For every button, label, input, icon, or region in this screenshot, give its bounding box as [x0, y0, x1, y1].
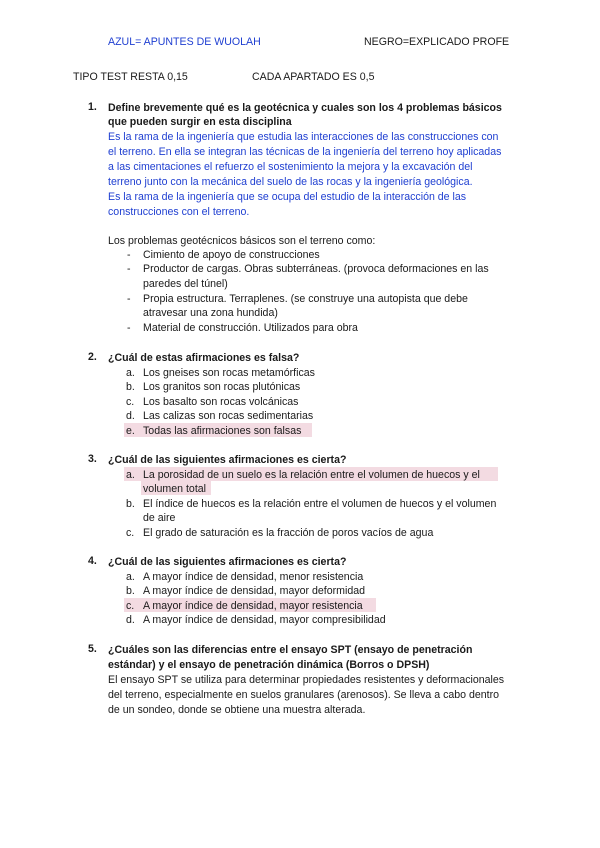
q3-option-a-line1: La porosidad de un suelo es la relación entre el volumen de huecos y el — [143, 469, 480, 481]
q2-option-a: Los gneises son rocas metamórficas — [143, 367, 315, 379]
legend-black: NEGRO=EXPLICADO PROFE — [364, 36, 510, 48]
q4-option-letter: c. — [126, 600, 135, 612]
q1-number: 1. — [88, 101, 97, 113]
q1-intro: Los problemas geotécnicos básicos son el terreno como: — [108, 235, 376, 247]
q1-answer-line1: Es la rama de la ingeniería que estudia las interacciones de las construcciones con — [108, 131, 499, 143]
bullet-marker: - — [127, 293, 131, 305]
test-info: TIPO TEST RESTA 0,15 — [73, 71, 188, 83]
q1-answer-line2: el terreno. En ella se integran las técnicas de la ingeniería del terreno hoy aplicadas — [108, 146, 502, 158]
q2-option-letter: c. — [126, 396, 135, 408]
q2-title: ¿Cuál de estas afirmaciones es falsa? — [108, 352, 300, 364]
q2-option-letter: b. — [126, 381, 135, 393]
q4-option-d: A mayor índice de densidad, mayor compresibilidad — [143, 614, 386, 626]
q1-answer-line5: Es la rama de la ingeniería que se ocupa del estudio de la interacción de las — [108, 191, 467, 203]
q2-option-e: Todas las afirmaciones son falsas — [143, 425, 302, 437]
q1-bullet-2-line2: paredes del túnel) — [143, 278, 228, 290]
q4-option-letter: a. — [126, 571, 135, 583]
q4-option-letter: d. — [126, 614, 135, 626]
legend-blue: AZUL= APUNTES DE WUOLAH — [108, 36, 261, 48]
q1-answer-line4: terreno junto con la mecánica del suelo de las rocas y la ingeniería geológica. — [108, 176, 473, 188]
q5-answer-line2: del terreno, especialmente en suelos granulares (arenosos). Se lleva a cabo dentro — [108, 689, 500, 701]
section-info: CADA APARTADO ES 0,5 — [252, 71, 375, 83]
bullet-marker: - — [127, 249, 131, 261]
bullet-marker: - — [127, 263, 131, 275]
q1-title-line1: Define brevemente qué es la geotécnica y cuales son los 4 problemas básicos — [108, 102, 502, 114]
q3-option-letter: a. — [126, 469, 135, 481]
q4-option-a: A mayor índice de densidad, menor resistencia — [143, 571, 364, 583]
q3-option-letter: b. — [126, 498, 135, 510]
q1-bullet-3-line2: atravesar una zona hundida) — [143, 307, 278, 319]
q1-bullet-2-line1: Productor de cargas. Obras subterráneas. (provoca deformaciones en las — [143, 263, 489, 275]
q4-option-letter: b. — [126, 585, 135, 597]
q1-bullet-4: Material de construcción. Utilizados para obra — [143, 322, 358, 334]
q3-title: ¿Cuál de las siguientes afirmaciones es cierta? — [108, 454, 347, 466]
q3-option-c: El grado de saturación es la fracción de poros vacíos de agua — [143, 527, 434, 539]
q2-option-letter: a. — [126, 367, 135, 379]
q5-title-line1: ¿Cuáles son las diferencias entre el ensayo SPT (ensayo de penetración — [108, 644, 473, 656]
q4-option-b: A mayor índice de densidad, mayor deformidad — [143, 585, 366, 597]
q5-answer-line1: El ensayo SPT se utiliza para determinar propiedades resistentes y deformacionales — [108, 674, 505, 686]
bullet-marker: - — [127, 322, 131, 334]
q4-number: 4. — [88, 555, 97, 567]
q3-option-letter: c. — [126, 527, 135, 539]
q3-option-b-line2: de aire — [143, 512, 176, 524]
q4-option-c: A mayor índice de densidad, mayor resistencia — [143, 600, 363, 612]
q2-option-b: Los granitos son rocas plutónicas — [143, 381, 301, 393]
q1-answer-line6: construcciones con el terreno. — [108, 206, 250, 218]
q2-option-d: Las calizas son rocas sedimentarias — [143, 410, 314, 422]
q2-number: 2. — [88, 351, 97, 363]
q3-option-a-line2: volumen total — [143, 483, 207, 495]
q5-title-line2: estándar) y el ensayo de penetración dinámica (Borros o DPSH) — [108, 659, 430, 671]
q1-title-line2: que pueden surgir en esta disciplina — [108, 116, 292, 128]
q2-option-c: Los basalto son rocas volcánicas — [143, 396, 299, 408]
q1-bullet-1: Cimiento de apoyo de construcciones — [143, 249, 320, 261]
q3-option-b-line1: El índice de huecos es la relación entre el volumen de huecos y el volumen — [143, 498, 497, 510]
q5-number: 5. — [88, 643, 97, 655]
q2-option-letter: e. — [126, 425, 135, 437]
q3-number: 3. — [88, 453, 97, 465]
q1-bullet-3-line1: Propia estructura. Terraplenes. (se construye una autopista que debe — [143, 293, 468, 305]
q1-answer-line3: a las cimentaciones el refuerzo el sostenimiento la mejora y la excavación del — [108, 161, 473, 173]
q5-answer-line3: de un sondeo, donde se obtiene una muestra alterada. — [108, 704, 366, 716]
q2-option-letter: d. — [126, 410, 135, 422]
q4-title: ¿Cuál de las siguientes afirmaciones es cierta? — [108, 556, 347, 568]
